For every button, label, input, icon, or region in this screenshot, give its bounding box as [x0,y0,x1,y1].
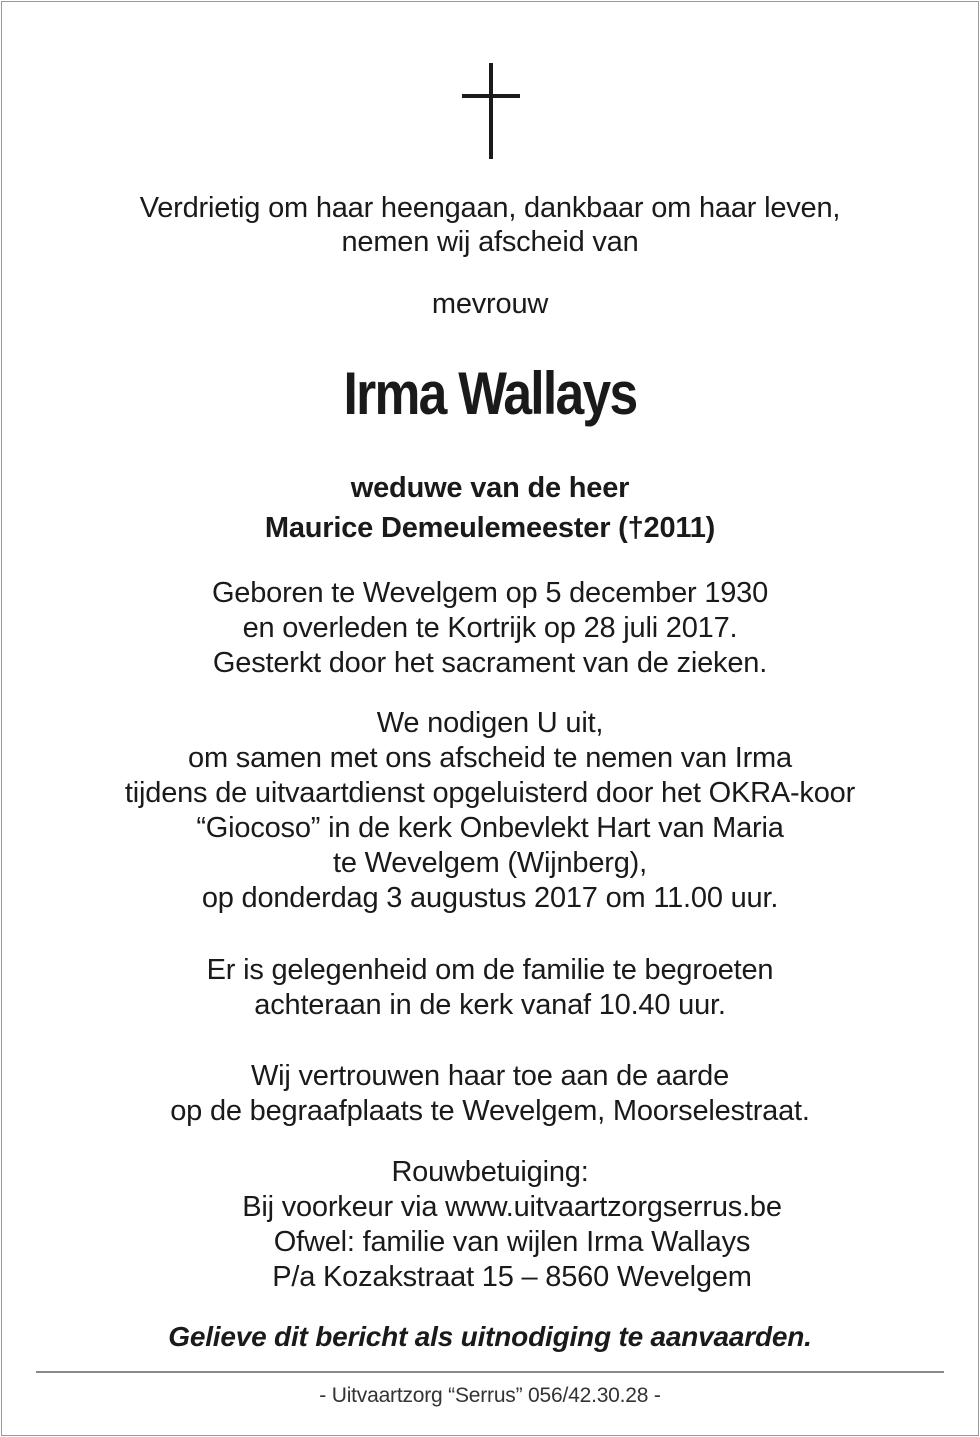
spouse-line-2: Maurice Demeulemeester (†2011) [264,512,716,544]
life-line-2: en overleden te Kortrijk op 28 juli 2017. [242,612,738,644]
burial-line-1: Wij vertrouwen haar toe aan de aarde [250,1060,730,1092]
condolences-website: Bij voorkeur via www.uitvaartzorgserrus.be [242,1191,782,1223]
funeral-home-footer: - Uitvaartzorg “Serrus” 056/42.30.28 - [319,1384,661,1407]
condolences-heading: Rouwbetuiging: [391,1156,589,1188]
invitation-line-1: We nodigen U uit, [376,707,604,739]
invitation-line-4: “Giocoso” in de kerk Onbevlekt Hart van Maria [196,812,784,844]
invitation-line-5: te Wevelgem (Wijnberg), [333,847,647,879]
intro-line-1: Verdrietig om haar heengaan, dankbaar om haar leven, [139,192,841,224]
greeting-line-2: achteraan in de kerk vanaf 10.40 uur. [254,989,726,1021]
life-line-1: Geboren te Wevelgem op 5 december 1930 [211,577,769,609]
condolences-family: Ofwel: familie van wijlen Irma Wallays [273,1226,751,1258]
deceased-name: Irma Wallays [343,360,637,427]
burial-line-2: op de begraafplaats te Wevelgem, Moorselestraat. [170,1095,810,1127]
greeting-line-1: Er is gelegenheid om de familie te begroeten [206,954,774,986]
footer-divider [36,1371,944,1373]
cross-icon [462,63,520,159]
invitation-line-3: tijdens de uitvaartdienst opgeluisterd door het OKRA-koor [124,777,856,809]
spouse-line-1: weduwe van de heer [350,472,630,504]
life-line-3: Gesterkt door het sacrament van de zieken. [212,647,768,679]
condolences-address: P/a Kozakstraat 15 – 8560 Wevelgem [272,1261,752,1293]
title-prefix: mevrouw [431,288,549,320]
intro-line-2: nemen wij afscheid van [341,226,639,258]
closing-message: Gelieve dit bericht als uitnodiging te aanvaarden. [168,1321,812,1352]
invitation-line-6: op donderdag 3 augustus 2017 om 11.00 uur. [201,882,779,914]
invitation-line-2: om samen met ons afscheid te nemen van Irma [188,742,792,774]
